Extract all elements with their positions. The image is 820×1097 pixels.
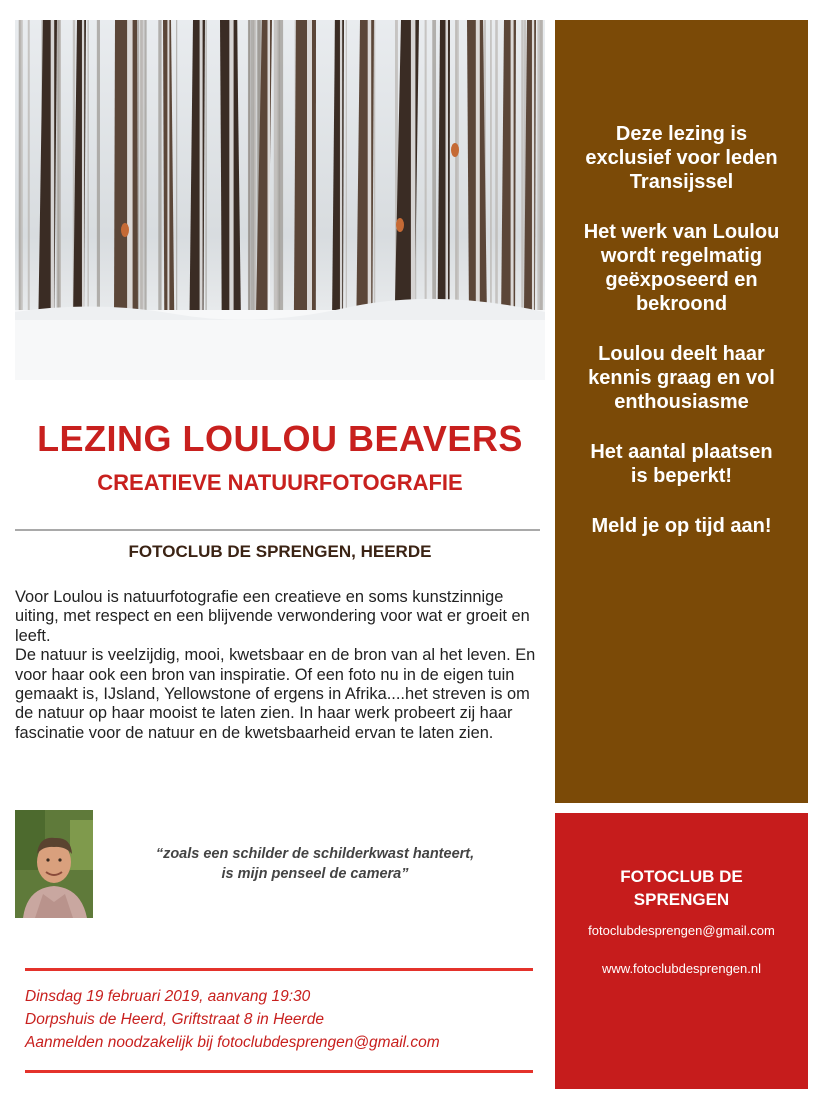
sidebar-message: Meld je op tijd aan! xyxy=(591,515,772,537)
divider xyxy=(15,529,540,531)
event-divider-bottom xyxy=(25,1070,533,1073)
sidebar-message: Het aantal plaatsen is beperkt! xyxy=(590,441,773,487)
speaker-portrait-photo xyxy=(15,810,93,918)
event-registration: Aanmelden noodzakelijk bij fotoclubdesprengen@gmail.com xyxy=(25,1034,440,1051)
description xyxy=(15,588,545,743)
event-location: Dorpshuis de Heerd, Griftstraat 8 in Heerde xyxy=(25,1011,324,1028)
quote xyxy=(95,844,535,884)
contact-website[interactable]: www.fotoclubdesprengen.nl xyxy=(602,961,761,976)
sidebar-message: Het werk van Loulou wordt regelmatig geëxposeerd en bekroond xyxy=(583,221,780,315)
event-date: Dinsdag 19 februari 2019, aanvang 19:30 xyxy=(25,988,311,1005)
info-sidebar xyxy=(555,20,808,803)
quote-line: is mijn penseel de camera” xyxy=(221,866,409,882)
winter-forest-photo xyxy=(15,20,545,380)
contact-box xyxy=(555,813,808,1089)
event-divider-top xyxy=(25,968,533,971)
page-title: LEZING LOULOU BEAVERS xyxy=(37,418,523,459)
quote-line: “zoals een schilder de schilderkwast hanteert, xyxy=(155,846,475,862)
sidebar-message: Deze lezing is exclusief voor leden Transijssel xyxy=(585,123,778,193)
description-paragraph: Voor Loulou is natuurfotografie een creatieve en soms kunstzinnige uiting, met respect en een blijvende verwondering voor wat er groeit en leeft. xyxy=(15,588,530,645)
club-heading: FOTOCLUB DE SPRENGEN, HEERDE xyxy=(128,542,432,561)
description-paragraph: De natuur is veelzijdig, mooi, kwetsbaar en de bron van al het leven. En voor haar ook een bron van inspiratie. Of een foto nu in de eigen tuin gemaakt is, IJsland, Yellowstone of ergens in Afrika....het streven is om de natuur op haar mooist te laten zien. In haar werk probeert zij haar fascinatie voor de natuur en de kwetsbaarheid ervan te laten zien. xyxy=(15,646,536,742)
page-subtitle: CREATIEVE NATUURFOTOGRAFIE xyxy=(97,470,463,495)
event-details xyxy=(25,985,545,1054)
contact-email[interactable]: fotoclubdesprengen@gmail.com xyxy=(588,923,775,938)
sidebar-message: Loulou deelt haar kennis graag en vol enthousiasme xyxy=(588,343,775,413)
contact-name: FOTOCLUB DE SPRENGEN xyxy=(620,867,743,909)
